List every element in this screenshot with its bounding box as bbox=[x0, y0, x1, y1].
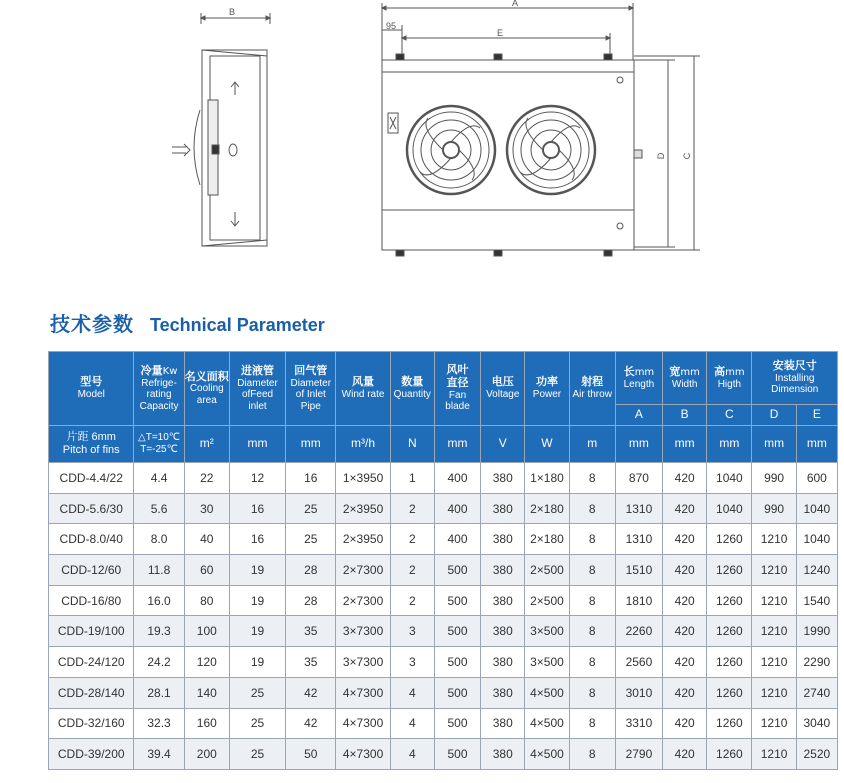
heading-cn: 技术参数 bbox=[50, 312, 134, 336]
table-cell: 3040 bbox=[796, 708, 837, 739]
table-cell: 1040 bbox=[796, 524, 837, 555]
table-cell: 32.3 bbox=[134, 708, 184, 739]
table-cell: 420 bbox=[663, 493, 707, 524]
header-cell bbox=[336, 352, 390, 426]
table-cell: 3×7300 bbox=[336, 616, 390, 647]
table-cell: 8 bbox=[569, 708, 615, 739]
header-en: rating bbox=[146, 389, 172, 401]
table-cell: 140 bbox=[184, 677, 229, 708]
table-cell: 30 bbox=[184, 493, 229, 524]
model-cell: CDD-39/200 bbox=[49, 739, 134, 770]
temp-line1: △T=10℃ bbox=[138, 432, 181, 443]
unit-cell: mm bbox=[707, 426, 752, 463]
header-en: of Inlet bbox=[295, 389, 326, 401]
table-cell: 500 bbox=[434, 555, 480, 586]
table-cell: 19.3 bbox=[134, 616, 184, 647]
header-en: Capacity bbox=[139, 400, 179, 412]
table-cell: 35 bbox=[286, 616, 336, 647]
table-cell: 1260 bbox=[707, 647, 752, 678]
table-cell: 1260 bbox=[707, 616, 752, 647]
table-cell: 2 bbox=[390, 585, 434, 616]
fan-right bbox=[507, 106, 595, 194]
header-cn: 风叶 bbox=[446, 363, 469, 377]
header-en: Higth bbox=[717, 378, 742, 390]
table-cell: 28 bbox=[286, 555, 336, 586]
header-unit-row bbox=[49, 426, 838, 463]
table-cell: 2×3950 bbox=[336, 524, 390, 555]
header-en: inlet bbox=[248, 400, 267, 412]
header-cell bbox=[286, 352, 336, 426]
table-cell: 19 bbox=[229, 585, 285, 616]
front-view bbox=[382, 3, 700, 256]
table-cell: 2×500 bbox=[525, 585, 569, 616]
spec-table bbox=[48, 351, 838, 770]
table-row bbox=[49, 647, 838, 678]
table-cell: 500 bbox=[434, 616, 480, 647]
header-cn: 数量 bbox=[401, 375, 424, 389]
section-heading bbox=[50, 308, 325, 336]
table-cell: 380 bbox=[481, 585, 525, 616]
table-cell: 2 bbox=[390, 524, 434, 555]
table-cell: 1260 bbox=[707, 677, 752, 708]
table-cell: 2×180 bbox=[525, 524, 569, 555]
table-cell: 3 bbox=[390, 616, 434, 647]
header-en: Width bbox=[671, 378, 698, 390]
table-cell: 870 bbox=[615, 463, 662, 494]
table-cell: 19 bbox=[229, 555, 285, 586]
header-en: Model bbox=[77, 389, 105, 401]
unit-cell: mm bbox=[752, 426, 796, 463]
table-cell: 2560 bbox=[615, 647, 662, 678]
table-cell: 1990 bbox=[796, 616, 837, 647]
table-cell: 380 bbox=[481, 647, 525, 678]
unit-cell: mm bbox=[796, 426, 837, 463]
table-cell: 2×7300 bbox=[336, 555, 390, 586]
table-cell: 1210 bbox=[752, 739, 796, 770]
label-b: B bbox=[228, 7, 236, 17]
header-unit: Kw bbox=[162, 365, 178, 377]
header-cn: 名义面积 bbox=[184, 369, 229, 383]
table-cell: 16 bbox=[229, 524, 285, 555]
table-cell: 4×7300 bbox=[336, 677, 390, 708]
header-cell bbox=[569, 352, 615, 426]
table-cell: 1210 bbox=[752, 677, 796, 708]
table-cell: 2740 bbox=[796, 677, 837, 708]
table-cell: 1260 bbox=[707, 739, 752, 770]
unit-cell: N bbox=[390, 426, 434, 463]
table-row bbox=[49, 463, 838, 494]
table-cell: 8 bbox=[569, 524, 615, 555]
model-cell: CDD-4.4/22 bbox=[49, 463, 134, 494]
table-cell: 1040 bbox=[796, 493, 837, 524]
table-cell: 380 bbox=[481, 463, 525, 494]
header-en: Fan bbox=[448, 389, 467, 401]
table-cell: 2290 bbox=[796, 647, 837, 678]
header-cn2: 直径 bbox=[446, 376, 469, 389]
unit-cell: mm bbox=[434, 426, 480, 463]
header-cn: 功率 bbox=[535, 375, 558, 389]
table-cell: 8 bbox=[569, 463, 615, 494]
table-row bbox=[49, 616, 838, 647]
table-cell: 2×7300 bbox=[336, 585, 390, 616]
table-cell: 1310 bbox=[615, 493, 662, 524]
table-cell: 160 bbox=[184, 708, 229, 739]
table-row bbox=[49, 739, 838, 770]
unit-cell: mm bbox=[615, 426, 662, 463]
temp-cell bbox=[134, 426, 184, 463]
table-cell: 4.4 bbox=[134, 463, 184, 494]
table-cell: 400 bbox=[434, 493, 480, 524]
table-cell: 4 bbox=[390, 677, 434, 708]
header-letter: B bbox=[663, 405, 707, 426]
table-cell: 1210 bbox=[752, 585, 796, 616]
header-cell bbox=[49, 352, 134, 426]
table-cell: 16 bbox=[229, 493, 285, 524]
label-a: A bbox=[511, 0, 519, 8]
table-cell: 420 bbox=[663, 555, 707, 586]
header-cell bbox=[390, 352, 434, 426]
table-cell: 3×500 bbox=[525, 616, 569, 647]
table-cell: 25 bbox=[229, 708, 285, 739]
table-cell: 1510 bbox=[615, 555, 662, 586]
table-cell: 1210 bbox=[752, 616, 796, 647]
header-cn: 长mm bbox=[623, 364, 655, 378]
model-cell: CDD-32/160 bbox=[49, 708, 134, 739]
table-cell: 1260 bbox=[707, 708, 752, 739]
header-en: area bbox=[196, 394, 217, 406]
table-cell: 1260 bbox=[707, 585, 752, 616]
table-cell: 8 bbox=[569, 647, 615, 678]
table-cell: 420 bbox=[663, 708, 707, 739]
table-cell: 19 bbox=[229, 647, 285, 678]
table-cell: 420 bbox=[663, 739, 707, 770]
table-row bbox=[49, 585, 838, 616]
header-en: Air throw bbox=[572, 389, 612, 401]
model-cell: CDD-19/100 bbox=[49, 616, 134, 647]
model-cell: CDD-16/80 bbox=[49, 585, 134, 616]
table-cell: 1×3950 bbox=[336, 463, 390, 494]
table-cell: 2520 bbox=[796, 739, 837, 770]
table-cell: 1210 bbox=[752, 708, 796, 739]
table-cell: 1×180 bbox=[525, 463, 569, 494]
header-cn: 型号 bbox=[80, 375, 103, 389]
header-en: Power bbox=[532, 389, 562, 401]
header-cell bbox=[434, 352, 480, 426]
table-row bbox=[49, 708, 838, 739]
header-letter: A bbox=[615, 405, 662, 426]
table-cell: 400 bbox=[434, 524, 480, 555]
table-cell: 380 bbox=[481, 616, 525, 647]
header-en: Refrige- bbox=[141, 377, 177, 389]
unit-cell: m² bbox=[184, 426, 229, 463]
model-cell: CDD-28/140 bbox=[49, 677, 134, 708]
table-cell: 380 bbox=[481, 677, 525, 708]
table-cell: 500 bbox=[434, 677, 480, 708]
table-cell: 2×180 bbox=[525, 493, 569, 524]
header-letter: D bbox=[752, 405, 796, 426]
label-e: E bbox=[496, 28, 504, 38]
pitch-en: Pitch of fins bbox=[62, 444, 120, 456]
table-cell: 1210 bbox=[752, 647, 796, 678]
table-cell: 35 bbox=[286, 647, 336, 678]
table-cell: 380 bbox=[481, 555, 525, 586]
unit-cell: V bbox=[481, 426, 525, 463]
header-cn: 回气管 bbox=[294, 363, 328, 377]
table-cell: 28 bbox=[286, 585, 336, 616]
label-c: C bbox=[682, 152, 692, 160]
table-cell: 8.0 bbox=[134, 524, 184, 555]
table-cell: 2790 bbox=[615, 739, 662, 770]
table-cell: 3×7300 bbox=[336, 647, 390, 678]
header-en: ofFeed bbox=[241, 389, 274, 401]
table-row bbox=[49, 524, 838, 555]
unit-cell: m bbox=[569, 426, 615, 463]
table-cell: 2×3950 bbox=[336, 493, 390, 524]
table-cell: 100 bbox=[184, 616, 229, 647]
unit-cell: mm bbox=[663, 426, 707, 463]
table-cell: 16 bbox=[286, 463, 336, 494]
pitch-cell bbox=[49, 426, 134, 463]
header-en: Dimension bbox=[771, 384, 819, 396]
table-cell: 420 bbox=[663, 616, 707, 647]
model-cell: CDD-24/120 bbox=[49, 647, 134, 678]
table-cell: 4×7300 bbox=[336, 708, 390, 739]
table-row bbox=[49, 555, 838, 586]
header-cn: 安装尺寸 bbox=[772, 359, 817, 373]
table-cell: 600 bbox=[796, 463, 837, 494]
table-cell: 1260 bbox=[707, 555, 752, 586]
table-cell: 2 bbox=[390, 555, 434, 586]
table-cell: 4×500 bbox=[525, 677, 569, 708]
table-cell: 39.4 bbox=[134, 739, 184, 770]
header-en: Cooling bbox=[189, 383, 224, 395]
table-cell: 40 bbox=[184, 524, 229, 555]
table-cell: 2 bbox=[390, 493, 434, 524]
table-cell: 8 bbox=[569, 616, 615, 647]
header-cn: 宽mm bbox=[669, 364, 700, 378]
header-unit: mm bbox=[680, 366, 700, 378]
header-unit: mm bbox=[725, 366, 745, 378]
table-cell: 400 bbox=[434, 463, 480, 494]
header-unit: mm bbox=[634, 366, 655, 378]
header-cell bbox=[707, 352, 752, 405]
header-en: Voltage bbox=[486, 389, 520, 401]
table-cell: 380 bbox=[481, 493, 525, 524]
header-en: Quantity bbox=[393, 389, 431, 401]
table-cell: 420 bbox=[663, 524, 707, 555]
table-cell: 50 bbox=[286, 739, 336, 770]
table-cell: 1540 bbox=[796, 585, 837, 616]
table-cell: 28.1 bbox=[134, 677, 184, 708]
table-cell: 60 bbox=[184, 555, 229, 586]
table-cell: 8 bbox=[569, 493, 615, 524]
table-cell: 380 bbox=[481, 708, 525, 739]
model-cell: CDD-5.6/30 bbox=[49, 493, 134, 524]
header-cell bbox=[184, 352, 229, 426]
header-cell bbox=[481, 352, 525, 426]
table-cell: 4 bbox=[390, 739, 434, 770]
table-cell: 8 bbox=[569, 585, 615, 616]
table-cell: 500 bbox=[434, 739, 480, 770]
header-letter: C bbox=[707, 405, 752, 426]
pitch-cn: 片距 6mm bbox=[66, 430, 116, 443]
table-cell: 11.8 bbox=[134, 555, 184, 586]
fan-left bbox=[407, 106, 495, 194]
table-cell: 3010 bbox=[615, 677, 662, 708]
table-cell: 4 bbox=[390, 708, 434, 739]
table-cell: 500 bbox=[434, 585, 480, 616]
table-cell: 380 bbox=[481, 524, 525, 555]
table-cell: 42 bbox=[286, 677, 336, 708]
header-cn: 进液管 bbox=[241, 363, 275, 377]
table-cell: 500 bbox=[434, 647, 480, 678]
table-cell: 380 bbox=[481, 739, 525, 770]
table-cell: 8 bbox=[569, 555, 615, 586]
table-cell: 420 bbox=[663, 647, 707, 678]
table-cell: 1040 bbox=[707, 463, 752, 494]
header-cell bbox=[663, 352, 707, 405]
table-cell: 1210 bbox=[752, 555, 796, 586]
unit-cell: mm bbox=[229, 426, 285, 463]
table-body bbox=[49, 463, 838, 770]
header-cell bbox=[615, 352, 662, 405]
header-en: Installing bbox=[775, 372, 815, 384]
table-cell: 4×500 bbox=[525, 739, 569, 770]
table-cell: 420 bbox=[663, 463, 707, 494]
table-cell: 1260 bbox=[707, 524, 752, 555]
table-cell: 2×500 bbox=[525, 555, 569, 586]
table-cell: 80 bbox=[184, 585, 229, 616]
header-cell bbox=[134, 352, 184, 426]
header-en: Diameter bbox=[290, 377, 332, 389]
technical-drawing bbox=[0, 0, 844, 270]
table-cell: 3310 bbox=[615, 708, 662, 739]
header-letter: E bbox=[796, 405, 837, 426]
table-cell: 25 bbox=[286, 493, 336, 524]
header-en: Length bbox=[623, 378, 655, 390]
table-cell: 8 bbox=[569, 739, 615, 770]
table-cell: 25 bbox=[229, 739, 285, 770]
table-cell: 420 bbox=[663, 585, 707, 616]
model-cell: CDD-12/60 bbox=[49, 555, 134, 586]
table-row bbox=[49, 493, 838, 524]
table-cell: 500 bbox=[434, 708, 480, 739]
heading-en: Technical Parameter bbox=[150, 315, 325, 335]
header-cell bbox=[525, 352, 569, 426]
unit-cell: m³/h bbox=[336, 426, 390, 463]
header-row bbox=[49, 352, 838, 405]
table-cell: 1040 bbox=[707, 493, 752, 524]
unit-cell: mm bbox=[286, 426, 336, 463]
header-en: Diameter bbox=[237, 377, 278, 389]
table-cell: 12 bbox=[229, 463, 285, 494]
table-row bbox=[49, 677, 838, 708]
header-cn: 高mm bbox=[714, 364, 745, 378]
table-cell: 3×500 bbox=[525, 647, 569, 678]
table-cell: 24.2 bbox=[134, 647, 184, 678]
header-cn: 冷量Kw bbox=[140, 363, 178, 377]
header-en: Pipe bbox=[300, 400, 321, 412]
header-cn: 电压 bbox=[491, 375, 514, 389]
header-en: Wind rate bbox=[341, 389, 385, 401]
header-cn: 射程 bbox=[581, 375, 604, 389]
unit-cell: W bbox=[525, 426, 569, 463]
table-cell: 16.0 bbox=[134, 585, 184, 616]
table-cell: 990 bbox=[752, 463, 796, 494]
table-cell: 8 bbox=[569, 677, 615, 708]
table-cell: 2260 bbox=[615, 616, 662, 647]
table-cell: 5.6 bbox=[134, 493, 184, 524]
table-cell: 4×500 bbox=[525, 708, 569, 739]
header-cell bbox=[752, 352, 838, 405]
table-cell: 1810 bbox=[615, 585, 662, 616]
table-cell: 4×7300 bbox=[336, 739, 390, 770]
header-cn: 风量 bbox=[352, 375, 375, 389]
label-95: 95 bbox=[385, 21, 397, 31]
table-cell: 200 bbox=[184, 739, 229, 770]
table-cell: 22 bbox=[184, 463, 229, 494]
header-cell bbox=[229, 352, 285, 426]
table-cell: 25 bbox=[286, 524, 336, 555]
side-view bbox=[172, 13, 270, 246]
table-cell: 990 bbox=[752, 493, 796, 524]
table-cell: 1310 bbox=[615, 524, 662, 555]
model-cell: CDD-8.0/40 bbox=[49, 524, 134, 555]
table-cell: 1240 bbox=[796, 555, 837, 586]
table-cell: 420 bbox=[663, 677, 707, 708]
table-cell: 1210 bbox=[752, 524, 796, 555]
table-cell: 42 bbox=[286, 708, 336, 739]
header-en: blade bbox=[445, 401, 470, 413]
table-cell: 19 bbox=[229, 616, 285, 647]
temp-line2: T=-25℃ bbox=[140, 444, 178, 455]
table-cell: 3 bbox=[390, 647, 434, 678]
table-cell: 25 bbox=[229, 677, 285, 708]
label-d: D bbox=[656, 152, 666, 160]
table-cell: 120 bbox=[184, 647, 229, 678]
table-cell: 1 bbox=[390, 463, 434, 494]
